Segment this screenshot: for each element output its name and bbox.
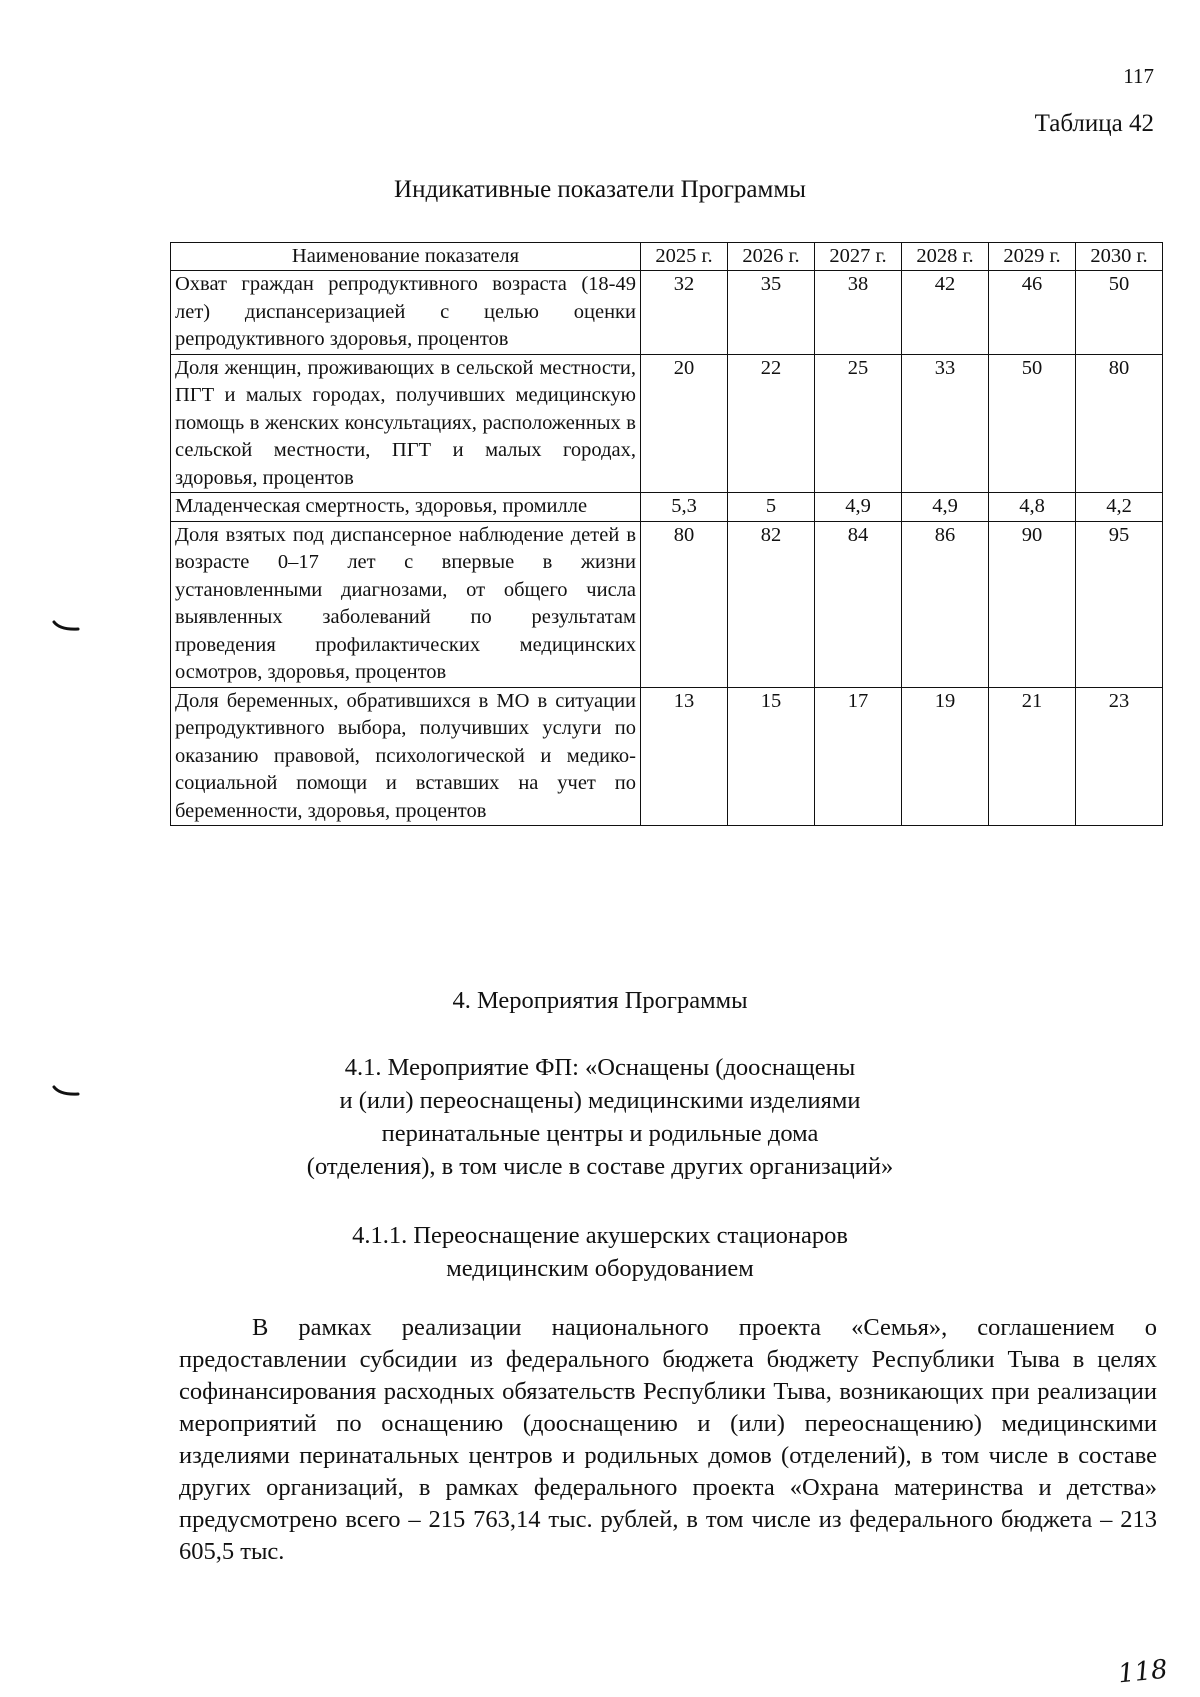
indicators-table bbox=[170, 242, 1163, 826]
indicator-value: 35 bbox=[728, 271, 815, 355]
indicator-name: Младенческая смертность, здоровья, промилле bbox=[171, 493, 641, 522]
subsection-heading-line: (отделения), в том числе в составе других организаций» bbox=[306, 1153, 894, 1180]
table-row bbox=[171, 354, 1163, 493]
header-year: 2029 г. bbox=[989, 243, 1076, 271]
table-header-row bbox=[171, 243, 1163, 271]
indicator-value: 84 bbox=[815, 521, 902, 687]
indicator-value: 42 bbox=[902, 271, 989, 355]
indicator-value: 32 bbox=[641, 271, 728, 355]
indicator-value: 5,3 bbox=[641, 493, 728, 522]
indicator-value: 25 bbox=[815, 354, 902, 493]
indicator-value: 23 bbox=[1076, 687, 1163, 826]
table-label: Таблица 42 bbox=[1034, 110, 1154, 137]
indicator-value: 4,9 bbox=[902, 493, 989, 522]
indicator-value: 86 bbox=[902, 521, 989, 687]
table-row bbox=[171, 493, 1163, 522]
table-row bbox=[171, 687, 1163, 826]
indicator-value: 46 bbox=[989, 271, 1076, 355]
indicator-value: 33 bbox=[902, 354, 989, 493]
header-year: 2026 г. bbox=[728, 243, 815, 271]
indicator-value: 38 bbox=[815, 271, 902, 355]
subsubsection-heading-line: медицинским оборудованием bbox=[446, 1255, 754, 1282]
indicator-value: 80 bbox=[641, 521, 728, 687]
body-paragraph: В рамках реализации национального проекта «Семья», соглашением о предоставлении субсидии из федерального бюджета бюджету Республики Тыва в целях софинансирования расходных обязательств Республики Тыва, возникающих при реализации мероприятий по оснащению (дооснащению и (или) переоснащению) медицинскими изделиями перинатальных центров и родильных домов (отделений), в том числе в составе других организаций, в рамках федерального проекта «Охрана материнства и детства» предусмотрено всего – 215 763,14 тыс. рублей, в том числе из федерального бюджета – 213 605,5 тыс. bbox=[179, 1314, 1157, 1565]
indicator-value: 80 bbox=[1076, 354, 1163, 493]
indicator-value: 21 bbox=[989, 687, 1076, 826]
indicator-value: 17 bbox=[815, 687, 902, 826]
header-year: 2030 г. bbox=[1076, 243, 1163, 271]
subsubsection-heading-line: 4.1.1. Переоснащение акушерских стационаров bbox=[352, 1222, 848, 1249]
indicator-name: Доля беременных, обратившихся в МО в ситуации репродуктивного выбора, получивших услуги по оказанию правовой, психологической и медико-социальной помощи и вставших на учет по беременности, здоровья, процентов bbox=[171, 687, 641, 826]
indicator-value: 90 bbox=[989, 521, 1076, 687]
table-row bbox=[171, 521, 1163, 687]
indicator-value: 4,2 bbox=[1076, 493, 1163, 522]
subsection-heading-line: 4.1. Мероприятие ФП: «Оснащены (дооснащены bbox=[344, 1054, 856, 1081]
header-year: 2025 г. bbox=[641, 243, 728, 271]
table-title: Индикативные показатели Программы bbox=[394, 176, 806, 203]
indicator-name: Доля женщин, проживающих в сельской местности, ПГТ и малых городах, получивших медицинскую помощь в женских консультациях, расположенных в сельской местности, ПГТ и малых городах, здоровья, процентов bbox=[171, 354, 641, 493]
indicator-value: 22 bbox=[728, 354, 815, 493]
indicator-value: 20 bbox=[641, 354, 728, 493]
indicator-name: Охват граждан репродуктивного возраста (18-49 лет) диспансеризацией с целью оценки репродуктивного здоровья, процентов bbox=[171, 271, 641, 355]
header-year: 2027 г. bbox=[815, 243, 902, 271]
indicator-value: 15 bbox=[728, 687, 815, 826]
indicator-value: 4,9 bbox=[815, 493, 902, 522]
indicator-value: 50 bbox=[1076, 271, 1163, 355]
section-heading: 4. Мероприятия Программы bbox=[452, 987, 748, 1014]
indicator-value: 95 bbox=[1076, 521, 1163, 687]
indicator-value: 50 bbox=[989, 354, 1076, 493]
handwritten-page-number: 118 bbox=[1116, 1654, 1170, 1690]
table-row bbox=[171, 271, 1163, 355]
indicator-value: 19 bbox=[902, 687, 989, 826]
margin-check-mark bbox=[52, 620, 80, 632]
header-year: 2028 г. bbox=[902, 243, 989, 271]
indicator-value: 5 bbox=[728, 493, 815, 522]
indicator-name: Доля взятых под диспансерное наблюдение детей в возрасте 0–17 лет с впервые в жизни установленными диагнозами, от общего числа выявленных заболеваний по результатам проведения профилактических медицинских осмотров, здоровья, процентов bbox=[171, 521, 641, 687]
subsection-heading bbox=[0, 1051, 1200, 1183]
indicator-value: 13 bbox=[641, 687, 728, 826]
indicator-value: 82 bbox=[728, 521, 815, 687]
subsection-heading-line: и (или) переоснащены) медицинскими изделиями bbox=[339, 1087, 861, 1114]
subsection-heading-line: перинатальные центры и родильные дома bbox=[381, 1120, 819, 1147]
indicator-value: 4,8 bbox=[989, 493, 1076, 522]
page-number: 117 bbox=[1123, 64, 1154, 88]
margin-check-mark bbox=[52, 1085, 80, 1097]
header-indicator-name: Наименование показателя bbox=[171, 243, 641, 271]
subsubsection-heading bbox=[0, 1219, 1200, 1285]
